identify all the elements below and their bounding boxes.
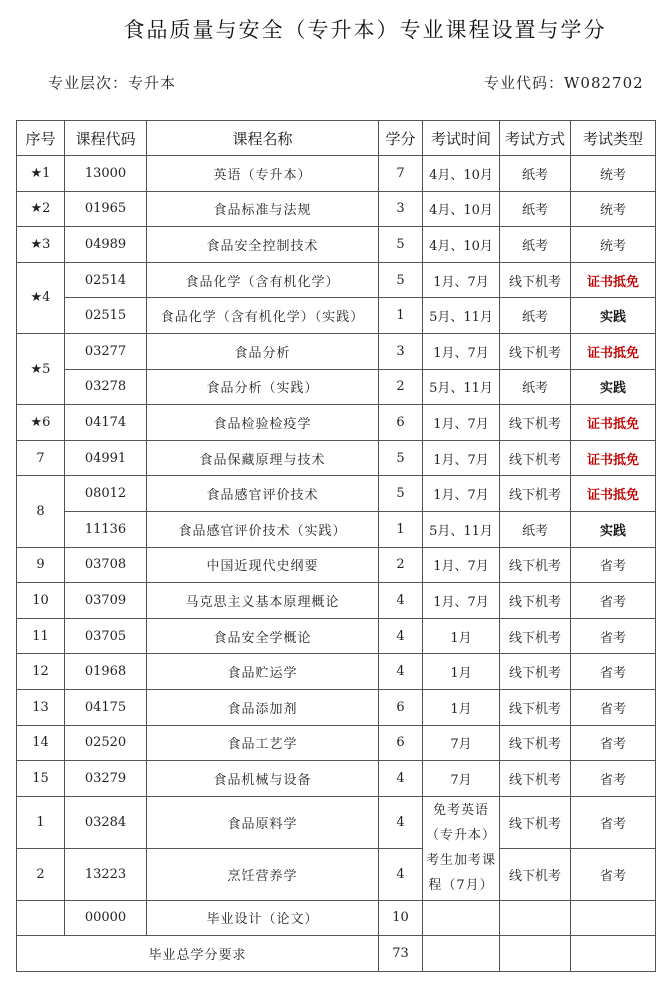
cell-credit: 4 [379,796,423,848]
table-row [17,654,656,690]
cell-method: 纸考 [500,298,571,334]
cell-method: 线下机考 [500,405,571,441]
header-credit: 学分 [379,121,423,156]
cell-credit: 5 [379,262,423,298]
cell-empty [423,936,500,972]
header-time: 考试时间 [423,121,500,156]
table-row [17,583,656,619]
cell-method: 线下机考 [500,796,571,848]
cell-time: 1月、7月 [423,583,500,619]
cell-code: 02520 [65,725,147,761]
cell-name: 食品工艺学 [147,725,379,761]
cell-time: 4月、10月 [423,227,500,263]
cell-code: 01968 [65,654,147,690]
cell-type-waiver: 证书抵免 [571,476,656,512]
cell-method: 纸考 [500,156,571,192]
cell-credit: 6 [379,689,423,725]
cell-method: 线下机考 [500,761,571,797]
table-row [17,227,656,263]
cell-time: 1月 [423,689,500,725]
table-row [17,298,656,334]
cell-name: 食品检验检疫学 [147,405,379,441]
cell-code: 03277 [65,333,147,369]
table-row [17,333,656,369]
cell-name: 马克思主义基本原理概论 [147,583,379,619]
cell-type-practice: 实践 [571,511,656,547]
page-title: 食品质量与安全（专升本）专业课程设置与学分 [123,18,607,42]
cell-type: 省考 [571,796,656,848]
cell-credit: 6 [379,405,423,441]
cell-method: 纸考 [500,191,571,227]
cell-code: 02515 [65,298,147,334]
cell-time: 7月 [423,761,500,797]
cell-code: 13223 [65,848,147,900]
cell-type-waiver: 证书抵免 [571,262,656,298]
cell-type: 统考 [571,191,656,227]
table-row [17,191,656,227]
cell-type-practice: 实践 [571,369,656,405]
cell-code: 04174 [65,405,147,441]
cell-type: 省考 [571,583,656,619]
cell-credit: 5 [379,476,423,512]
header-code: 课程代码 [65,121,147,156]
table-row [17,761,656,797]
cell-name: 中国近现代史纲要 [147,547,379,583]
cell-seq: ★1 [17,156,65,192]
cell-empty [500,936,571,972]
cell-code: 11136 [65,511,147,547]
cell-code: 08012 [65,476,147,512]
cell-name: 食品分析（实践） [147,369,379,405]
cell-time: 5月、11月 [423,369,500,405]
cell-seq: 11 [17,618,65,654]
cell-credit: 1 [379,511,423,547]
cell-name: 食品贮运学 [147,654,379,690]
table-row [17,156,656,192]
cell-type: 省考 [571,547,656,583]
exam-note-cell: 免考英语（专升本）考生加考课程（7月） [423,796,500,900]
cell-name: 食品感官评价技术 [147,476,379,512]
cell-credit: 6 [379,725,423,761]
cell-name: 食品添加剂 [147,689,379,725]
table-row [17,900,656,936]
major-level: 专业层次：专升本 [48,74,177,92]
cell-time [423,900,500,936]
cell-code: 01965 [65,191,147,227]
cell-time: 5月、11月 [423,511,500,547]
cell-method: 线下机考 [500,618,571,654]
cell-time: 1月 [423,618,500,654]
cell-name: 食品机械与设备 [147,761,379,797]
cell-credit: 7 [379,156,423,192]
major-code: 专业代码：W082702 [484,74,644,92]
cell-credit: 5 [379,227,423,263]
cell-code: 03284 [65,796,147,848]
cell-type: 省考 [571,848,656,900]
cell-seq: 2 [17,848,65,900]
cell-seq: 9 [17,547,65,583]
table-row [17,405,656,441]
cell-method: 线下机考 [500,440,571,476]
cell-credit: 5 [379,440,423,476]
cell-type: 省考 [571,618,656,654]
cell-seq: 12 [17,654,65,690]
cell-time: 1月、7月 [423,476,500,512]
cell-type: 省考 [571,654,656,690]
cell-seq: 1 [17,796,65,848]
cell-method: 纸考 [500,511,571,547]
cell-code: 03709 [65,583,147,619]
cell-method [500,900,571,936]
cell-seq: ★2 [17,191,65,227]
table-row [17,547,656,583]
cell-code: 04991 [65,440,147,476]
cell-code: 02514 [65,262,147,298]
cell-type-practice: 实践 [571,298,656,334]
cell-name: 食品保藏原理与技术 [147,440,379,476]
cell-seq: ★5 [17,333,65,404]
cell-code: 03279 [65,761,147,797]
cell-code: 04175 [65,689,147,725]
cell-name: 食品安全控制技术 [147,227,379,263]
cell-method: 线下机考 [500,262,571,298]
cell-seq: 8 [17,476,65,547]
cell-name: 烹饪营养学 [147,848,379,900]
cell-credit: 2 [379,547,423,583]
course-table [16,120,656,972]
cell-code: 03708 [65,547,147,583]
cell-credit: 1 [379,298,423,334]
cell-seq: 7 [17,440,65,476]
cell-credit: 3 [379,191,423,227]
cell-time: 1月、7月 [423,333,500,369]
table-row [17,848,656,900]
cell-name: 英语（专升本） [147,156,379,192]
cell-type-waiver: 证书抵免 [571,440,656,476]
cell-code: 00000 [65,900,147,936]
cell-name: 食品安全学概论 [147,618,379,654]
cell-method: 纸考 [500,227,571,263]
cell-credit: 4 [379,654,423,690]
cell-time: 1月、7月 [423,262,500,298]
table-row [17,511,656,547]
cell-seq: 15 [17,761,65,797]
total-label: 毕业总学分要求 [17,936,379,972]
cell-empty [571,936,656,972]
cell-seq: 10 [17,583,65,619]
cell-name: 食品化学（含有机化学） [147,262,379,298]
cell-credit: 4 [379,618,423,654]
cell-code: 04989 [65,227,147,263]
total-credit: 73 [379,936,423,972]
cell-method: 线下机考 [500,848,571,900]
cell-type: 省考 [571,761,656,797]
cell-name: 食品感官评价技术（实践） [147,511,379,547]
table-row [17,369,656,405]
cell-method: 线下机考 [500,725,571,761]
cell-code: 03705 [65,618,147,654]
cell-method: 纸考 [500,369,571,405]
table-header-row [17,121,656,156]
cell-method: 线下机考 [500,689,571,725]
header-method: 考试方式 [500,121,571,156]
cell-type: 省考 [571,725,656,761]
table-row [17,689,656,725]
cell-type [571,900,656,936]
cell-type: 省考 [571,689,656,725]
header-type: 考试类型 [571,121,656,156]
cell-name: 食品原料学 [147,796,379,848]
header-seq: 序号 [17,121,65,156]
cell-type: 统考 [571,156,656,192]
cell-seq: ★3 [17,227,65,263]
cell-time: 4月、10月 [423,191,500,227]
cell-time: 1月、7月 [423,547,500,583]
cell-credit: 4 [379,583,423,619]
cell-credit: 3 [379,333,423,369]
cell-method: 线下机考 [500,654,571,690]
cell-method: 线下机考 [500,333,571,369]
cell-seq: 14 [17,725,65,761]
cell-type-waiver: 证书抵免 [571,405,656,441]
cell-credit: 4 [379,761,423,797]
cell-type: 统考 [571,227,656,263]
table-row [17,618,656,654]
cell-time: 1月、7月 [423,405,500,441]
cell-seq: 13 [17,689,65,725]
cell-type-waiver: 证书抵免 [571,333,656,369]
table-row [17,796,656,848]
cell-time: 1月 [423,654,500,690]
header-name: 课程名称 [147,121,379,156]
cell-time: 7月 [423,725,500,761]
total-row [17,936,656,972]
cell-method: 线下机考 [500,476,571,512]
cell-seq: ★6 [17,405,65,441]
table-row [17,725,656,761]
cell-method: 线下机考 [500,547,571,583]
cell-time: 5月、11月 [423,298,500,334]
cell-method: 线下机考 [500,583,571,619]
table-row [17,262,656,298]
cell-credit: 4 [379,848,423,900]
table-row [17,476,656,512]
cell-time: 4月、10月 [423,156,500,192]
cell-name: 食品化学（含有机化学）（实践） [147,298,379,334]
cell-credit: 2 [379,369,423,405]
cell-code: 03278 [65,369,147,405]
cell-credit: 10 [379,900,423,936]
cell-code: 13000 [65,156,147,192]
table-row [17,440,656,476]
cell-name: 毕业设计（论文） [147,900,379,936]
cell-seq: ★4 [17,262,65,333]
cell-time: 1月、7月 [423,440,500,476]
cell-name: 食品标准与法规 [147,191,379,227]
cell-name: 食品分析 [147,333,379,369]
cell-seq [17,900,65,936]
